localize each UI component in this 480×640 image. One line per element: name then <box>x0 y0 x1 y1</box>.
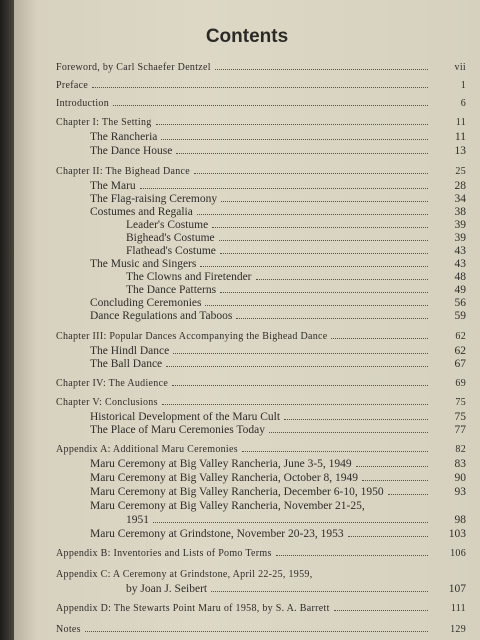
toc-entry: by Joan J. Seibert 107 <box>126 583 466 595</box>
toc-entry-introduction: Introduction 6 <box>56 98 466 109</box>
toc-entry-chapter-1: Chapter I: The Setting 11 <box>56 117 466 128</box>
toc-entry: Maru Ceremony at Big Valley Rancheria, December 6-10, 1950 93 <box>90 486 466 498</box>
toc-entry-appendix-c: Appendix C: A Ceremony at Grindstone, April 22-25, 1959, <box>56 569 313 580</box>
toc-entry-appendix-a: Appendix A: Additional Maru Ceremonies 82 <box>56 444 466 455</box>
toc-entry: Bighead's Costume 39 <box>126 232 466 244</box>
toc-entry-chapter-3: Chapter III: Popular Dances Accompanying the Bighead Dance 62 <box>56 331 466 342</box>
toc-entry-chapter-2: Chapter II: The Bighead Dance 25 <box>56 166 466 177</box>
toc-entry: The Ball Dance 67 <box>90 358 466 370</box>
toc-entry-notes: Notes 129 <box>56 624 466 635</box>
toc-entry: Maru Ceremony at Big Valley Rancheria, June 3-5, 1949 83 <box>90 458 466 470</box>
toc-entry: The Dance House 13 <box>90 145 466 157</box>
toc-entry: The Music and Singers 43 <box>90 258 466 270</box>
toc-entry: Concluding Ceremonies 56 <box>90 297 466 309</box>
book-spine-shadow <box>0 0 14 640</box>
book-page <box>14 0 480 640</box>
toc-entry: Flathead's Costume 43 <box>126 245 466 257</box>
toc-entry: 1951 98 <box>126 514 466 526</box>
toc-entry-chapter-5: Chapter V: Conclusions 75 <box>56 397 466 408</box>
toc-entry-chapter-4: Chapter IV: The Audience 69 <box>56 378 466 389</box>
page-title: Contents <box>205 26 289 47</box>
toc-entry-line: Maru Ceremony at Big Valley Rancheria, November 21-25, <box>90 500 365 512</box>
toc-entry-appendix-d: Appendix D: The Stewarts Point Maru of 1958, by S. A. Barrett 111 <box>56 603 466 614</box>
toc-entry: The Hindl Dance 62 <box>90 345 466 357</box>
toc-entry-foreword: Foreword, by Carl Schaefer Dentzel vii <box>56 62 466 73</box>
toc-entry: The Maru 28 <box>90 180 466 192</box>
toc-entry: Costumes and Regalia 38 <box>90 206 466 218</box>
toc-entry-appendix-b: Appendix B: Inventories and Lists of Pomo Terms 106 <box>56 548 466 559</box>
toc-entry: The Dance Patterns 49 <box>126 284 466 296</box>
toc-entry: Maru Ceremony at Grindstone, November 20-23, 1953 103 <box>90 528 466 540</box>
toc-entry-preface: Preface 1 <box>56 80 466 91</box>
toc-entry: The Rancheria 11 <box>90 131 466 143</box>
toc-entry: The Place of Maru Ceremonies Today 77 <box>90 424 466 436</box>
toc-entry: Historical Development of the Maru Cult 75 <box>90 411 466 423</box>
toc-entry: The Flag-raising Ceremony 34 <box>90 193 466 205</box>
toc-entry: The Clowns and Firetender 48 <box>126 271 466 283</box>
toc-entry: Dance Regulations and Taboos 59 <box>90 310 466 322</box>
toc-entry: Maru Ceremony at Big Valley Rancheria, October 8, 1949 90 <box>90 472 466 484</box>
toc-entry: Leader's Costume 39 <box>126 219 466 231</box>
